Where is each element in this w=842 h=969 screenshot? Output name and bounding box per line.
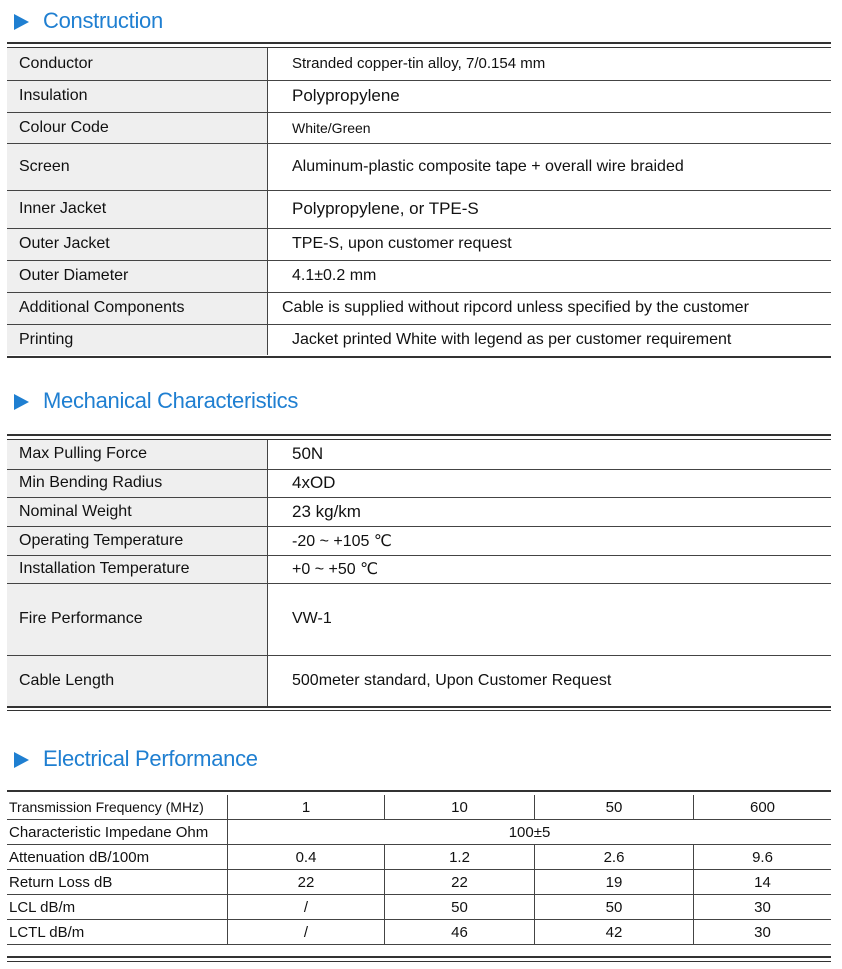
table-row — [7, 526, 831, 555]
spec-value: Cable is supplied without ripcord unless specified by the customer — [268, 292, 832, 324]
elec-label: LCL dB/m — [7, 895, 228, 920]
elec-span-value: 100±5 — [228, 820, 832, 845]
spec-label: Outer Diameter — [7, 260, 268, 292]
spec-value: Polypropylene — [268, 80, 832, 112]
table-row — [7, 190, 831, 228]
elec-value: 1.2 — [385, 845, 535, 870]
table-row — [7, 795, 831, 820]
electrical-top-rule — [7, 790, 831, 792]
construction-bottom-rule — [7, 356, 831, 358]
electrical-heading — [14, 744, 258, 774]
elec-value: 9.6 — [694, 845, 832, 870]
spec-label: Fire Performance — [7, 583, 268, 655]
table-row — [7, 143, 831, 190]
elec-value: 50 — [385, 895, 535, 920]
table-row — [7, 260, 831, 292]
spec-label: Screen — [7, 143, 268, 190]
electrical-table — [7, 795, 831, 945]
spec-label: Cable Length — [7, 655, 268, 707]
table-row — [7, 895, 831, 920]
table-row — [7, 870, 831, 895]
mechanical-top-rule — [7, 434, 831, 436]
elec-value: 22 — [228, 870, 385, 895]
table-row — [7, 324, 831, 355]
spec-label: Printing — [7, 324, 268, 355]
spec-label: Conductor — [7, 48, 268, 80]
elec-value: 600 — [694, 795, 832, 820]
spec-label: Installation Temperature — [7, 555, 268, 583]
spec-value: -20 ~ +105 ℃ — [268, 526, 832, 555]
electrical-title: Electrical Performance — [43, 746, 258, 771]
elec-value: 14 — [694, 870, 832, 895]
elec-value: 22 — [385, 870, 535, 895]
electrical-bottom-rule-2 — [7, 961, 831, 962]
elec-label: Characteristic Impedane Ohm — [7, 820, 228, 845]
spec-value: 50N — [268, 440, 832, 469]
triangle-bullet-icon — [14, 752, 29, 768]
triangle-bullet-icon — [14, 14, 29, 30]
table-row — [7, 555, 831, 583]
spec-label: Max Pulling Force — [7, 440, 268, 469]
elec-value: / — [228, 920, 385, 945]
spec-value: Aluminum-plastic composite tape + overall wire braided — [268, 143, 832, 190]
construction-title: Construction — [43, 8, 163, 33]
spec-value: +0 ~ +50 ℃ — [268, 555, 832, 583]
table-row — [7, 228, 831, 260]
construction-table — [7, 48, 831, 355]
elec-value: 42 — [535, 920, 694, 945]
elec-label: Return Loss dB — [7, 870, 228, 895]
elec-value: 1 — [228, 795, 385, 820]
table-row — [7, 845, 831, 870]
table-row — [7, 440, 831, 469]
mechanical-heading — [14, 386, 298, 416]
table-row — [7, 497, 831, 526]
spec-label: Colour Code — [7, 112, 268, 143]
table-row — [7, 112, 831, 143]
table-row — [7, 292, 831, 324]
spec-value: 500meter standard, Upon Customer Request — [268, 655, 832, 707]
table-row — [7, 820, 831, 845]
spec-label: Outer Jacket — [7, 228, 268, 260]
table-row — [7, 583, 831, 655]
spec-label: Inner Jacket — [7, 190, 268, 228]
spec-value: VW-1 — [268, 583, 832, 655]
table-row — [7, 920, 831, 945]
spec-value: Polypropylene, or TPE-S — [268, 190, 832, 228]
elec-value: 50 — [535, 895, 694, 920]
elec-value: 46 — [385, 920, 535, 945]
construction-heading — [14, 6, 163, 36]
elec-value: 30 — [694, 920, 832, 945]
elec-label: Transmission Frequency (MHz) — [7, 795, 228, 820]
electrical-bottom-rule — [7, 956, 831, 958]
elec-label: Attenuation dB/100m — [7, 845, 228, 870]
elec-value: 10 — [385, 795, 535, 820]
triangle-bullet-icon — [14, 394, 29, 410]
spec-label: Insulation — [7, 80, 268, 112]
mechanical-title: Mechanical Characteristics — [43, 388, 299, 413]
elec-label: LCTL dB/m — [7, 920, 228, 945]
table-row — [7, 48, 831, 80]
mechanical-bottom-rule — [7, 706, 831, 708]
spec-label: Additional Components — [7, 292, 268, 324]
elec-value: / — [228, 895, 385, 920]
spec-value: 4xOD — [268, 469, 832, 497]
mechanical-table — [7, 440, 831, 707]
elec-value: 19 — [535, 870, 694, 895]
spec-label: Min Bending Radius — [7, 469, 268, 497]
spec-value: TPE-S, upon customer request — [268, 228, 832, 260]
spec-label: Nominal Weight — [7, 497, 268, 526]
mechanical-bottom-rule-2 — [7, 710, 831, 711]
spec-value: 4.1±0.2 mm — [268, 260, 832, 292]
spec-value: White/Green — [268, 112, 832, 143]
spec-value: 23 kg/km — [268, 497, 832, 526]
elec-value: 50 — [535, 795, 694, 820]
elec-value: 2.6 — [535, 845, 694, 870]
spec-value: Stranded copper-tin alloy, 7/0.154 mm — [268, 48, 832, 80]
table-row — [7, 80, 831, 112]
elec-value: 0.4 — [228, 845, 385, 870]
elec-value: 30 — [694, 895, 832, 920]
spec-value: Jacket printed White with legend as per customer requirement — [268, 324, 832, 355]
spec-label: Operating Temperature — [7, 526, 268, 555]
table-row — [7, 655, 831, 707]
table-row — [7, 469, 831, 497]
construction-top-rule — [7, 42, 831, 44]
